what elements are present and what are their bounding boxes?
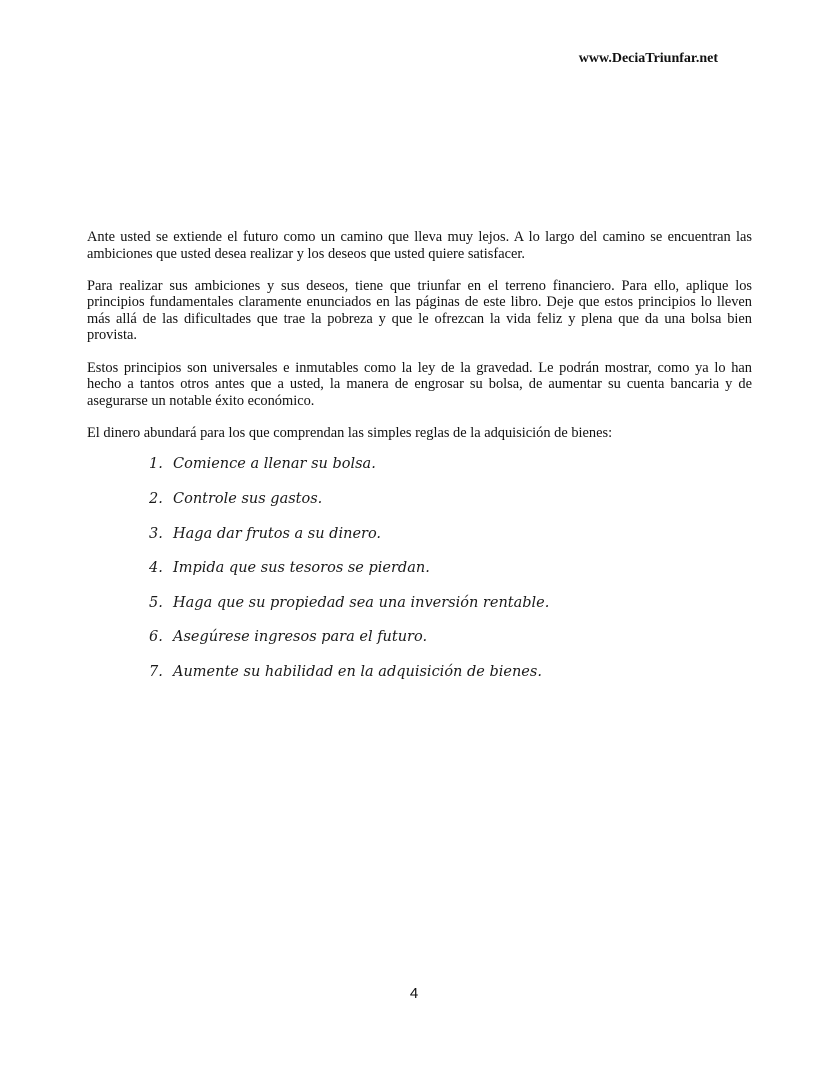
- rule-item: [87, 593, 752, 628]
- header-website-url: www.DeciaTriunfar.net: [578, 51, 718, 66]
- rule-number: 5.: [149, 594, 163, 611]
- rule-item: [87, 454, 752, 489]
- rule-item: [87, 627, 752, 662]
- rule-item: [87, 558, 752, 593]
- rule-text: Impida que sus tesoros se pierdan.: [173, 560, 430, 577]
- rule-text: Comience a llenar su bolsa.: [173, 456, 376, 473]
- rule-number: 6.: [149, 629, 163, 646]
- rule-number: 2.: [149, 491, 163, 508]
- rule-number: 1.: [149, 456, 163, 473]
- rule-text: Controle sus gastos.: [173, 491, 323, 508]
- paragraph-intro: Ante usted se extiende el futuro como un camino que lleva muy lejos. A lo largo del camino se encuentran las ambiciones que usted desea realizar y los deseos que usted quiere satisfacer.: [87, 229, 752, 262]
- paragraph-rules-intro: El dinero abundará para los que comprendan las simples reglas de la adquisición de bienes:: [87, 424, 613, 441]
- body-text: [87, 229, 752, 697]
- rule-text: Asegúrese ingresos para el futuro.: [173, 629, 428, 646]
- rule-text: Haga que su propiedad sea una inversión rentable.: [173, 594, 550, 611]
- rule-number: 4.: [149, 560, 163, 577]
- paragraph-principles: Estos principios son universales e inmutables como la ley de la gravedad. Le podrán mostrar, como ya lo han hecho a tantos otros antes que a usted, la manera de engrosar su bolsa, de aumentar su cuenta bancaria y de asegurarse un notable éxito económico.: [87, 359, 752, 409]
- rules-list: [87, 454, 752, 696]
- rule-number: 7.: [149, 664, 163, 680]
- rule-text: Haga dar frutos a su dinero.: [173, 525, 382, 542]
- paragraph-ambitions: Para realizar sus ambiciones y sus deseos, tiene que triunfar en el terreno financiero. Para ello, aplique los principios fundamentales claramente enunciados en las páginas de este libro. Deje que estos principios lo lleven más allá de las dificultades que trae la pobreza y que le ofrezcan la vida feliz y plena que da una bolsa bien provista.: [87, 277, 752, 344]
- rule-item: [87, 489, 752, 524]
- rule-item: [87, 524, 752, 559]
- rule-item: [87, 662, 752, 697]
- page-number: 4: [409, 985, 419, 1002]
- rule-text: Aumente su habilidad en la adquisición de bienes.: [173, 664, 542, 680]
- rule-number: 3.: [149, 525, 163, 542]
